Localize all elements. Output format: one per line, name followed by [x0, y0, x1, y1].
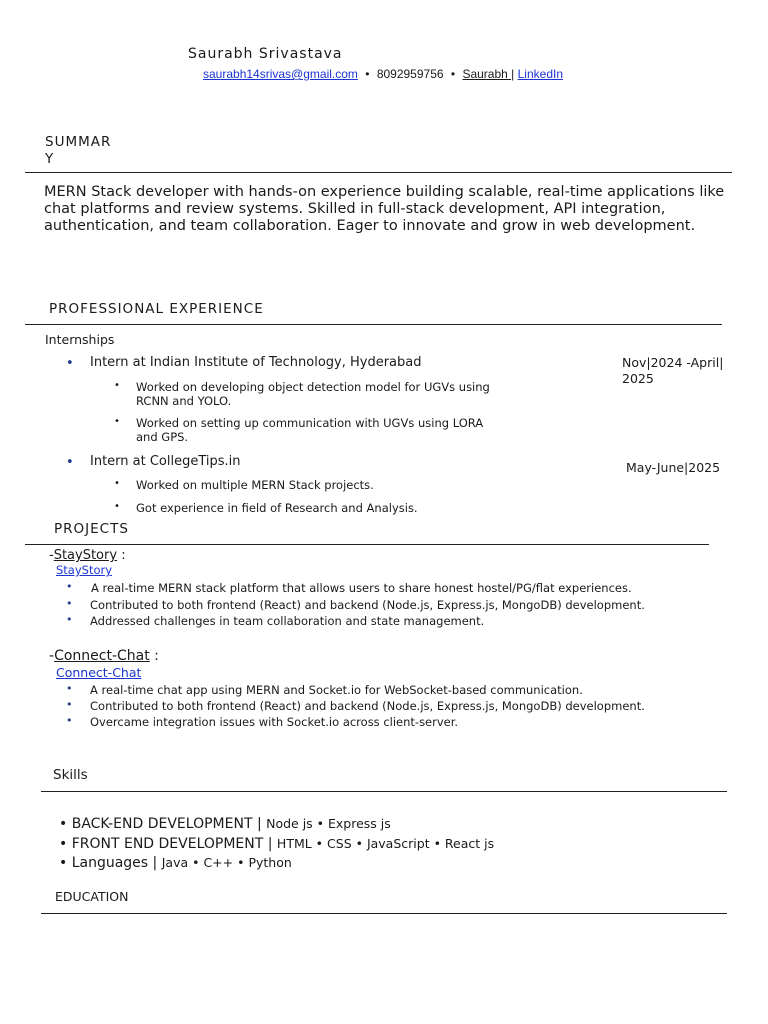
email-link[interactable]: saurabh14srivas@gmail.com: [203, 67, 358, 81]
project-link[interactable]: Connect-Chat: [56, 665, 142, 680]
project-bullet: •: [66, 698, 73, 711]
job-point: Worked on setting up communication with UGVs using LORA and GPS.: [136, 416, 484, 444]
project-point: Contributed to both frontend (React) and backend (Node.js, Express.js, MongoDB) development.: [90, 699, 645, 713]
summary-heading-line2: Y: [45, 151, 55, 167]
skill-detail: HTML • CSS • JavaScript • React js: [276, 836, 495, 851]
project-point: Overcame integration issues with Socket.io across client-server.: [90, 715, 459, 729]
point-bullet: •: [114, 501, 120, 512]
linkedin-link[interactable]: LinkedIn: [517, 67, 563, 81]
job-point: Worked on multiple MERN Stack projects.: [136, 478, 374, 492]
point-bullet: •: [114, 478, 120, 489]
project-colon: :: [117, 548, 126, 563]
project-name: StayStory: [53, 548, 118, 563]
project-title-line: [49, 648, 159, 664]
candidate-name: Saurabh Srivastava: [188, 46, 343, 62]
education-heading: EDUCATION: [55, 889, 129, 904]
job-title: Intern at Indian Institute of Technology, Hyderabad: [90, 355, 422, 370]
projects-heading: PROJECTS: [54, 521, 129, 537]
separator-dot: •: [365, 67, 370, 81]
skill-row: [59, 852, 292, 871]
skill-label: • BACK-END DEVELOPMENT |: [59, 816, 267, 832]
experience-heading: PROFESSIONAL EXPERIENCE: [49, 301, 264, 317]
point-bullet: •: [114, 380, 120, 391]
project-point: A real-time chat app using MERN and Socket.io for WebSocket-based communication.: [90, 683, 583, 697]
skills-divider: [41, 791, 727, 792]
linkedin-name[interactable]: Saurabh |: [462, 67, 515, 81]
job-point: Got experience in field of Research and Analysis.: [136, 501, 418, 515]
job-point: Worked on developing object detection model for UGVs using RCNN and YOLO.: [136, 380, 490, 408]
skill-label: • FRONT END DEVELOPMENT |: [59, 836, 277, 852]
experience-divider: [25, 324, 722, 325]
project-bullet: •: [66, 714, 73, 727]
summary-text: MERN Stack developer with hands-on experience building scalable, real-time applications like chat platforms and review systems. Skilled in full-stack development, API integration, authentication, and team collaboration. Eager to innovate and grow in web development.: [44, 184, 725, 234]
point-bullet: •: [114, 416, 120, 427]
job-title: Intern at CollegeTips.in: [90, 454, 241, 469]
skill-row: [59, 833, 494, 852]
job-date: May-June|2025: [626, 460, 721, 475]
skill-detail: Java • C++ • Python: [161, 855, 292, 870]
project-point: A real-time MERN stack platform that allows users to share honest hostel/PG/flat experiences.: [91, 581, 632, 595]
project-bullet: •: [66, 613, 73, 626]
project-bullet: •: [66, 682, 73, 695]
project-name: Connect-Chat: [54, 648, 150, 664]
skill-detail: Node js • Express js: [266, 816, 391, 831]
internships-subheading: Internships: [45, 332, 115, 347]
project-point: Addressed challenges in team collaboration and state management.: [90, 614, 485, 628]
project-point: Contributed to both frontend (React) and backend (Node.js, Express.js, MongoDB) development.: [90, 598, 645, 612]
skills-heading: Skills: [53, 767, 88, 783]
job-date-continued: 2025: [622, 371, 654, 386]
project-dash: -: [49, 548, 54, 563]
summary-heading-line1: SUMMAR: [45, 134, 112, 150]
project-bullet: •: [66, 580, 73, 593]
job-bullet: •: [66, 455, 74, 470]
summary-divider: [25, 172, 732, 173]
contact-line: [203, 67, 563, 81]
separator-dot: •: [450, 67, 456, 81]
project-bullet: •: [66, 597, 73, 610]
project-dash: -: [49, 648, 55, 664]
education-divider: [41, 913, 727, 914]
project-link[interactable]: StayStory: [56, 563, 113, 577]
job-bullet: •: [66, 356, 74, 371]
skill-row: [59, 813, 391, 832]
skill-label: • Languages |: [59, 855, 162, 871]
project-title-line: [49, 548, 126, 563]
job-date: Nov|2024 -April|: [622, 355, 724, 370]
projects-divider: [25, 544, 709, 545]
phone-number: 8092959756: [376, 67, 444, 81]
project-colon: :: [149, 648, 159, 664]
